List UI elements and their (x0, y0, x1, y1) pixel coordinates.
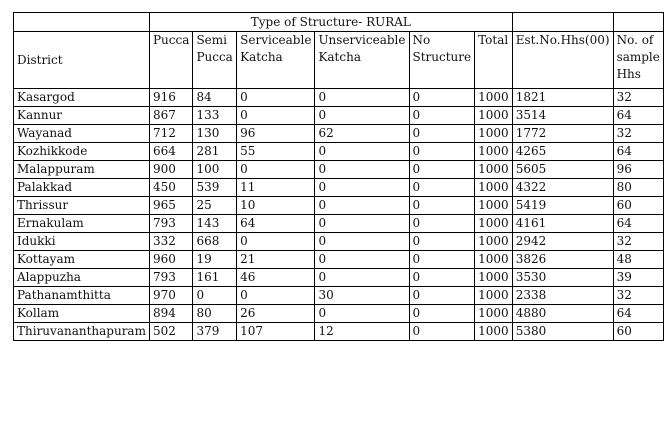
cell-unserviceable-katcha: 0 (315, 179, 409, 197)
cell-semi-pucca: 100 (193, 161, 237, 179)
title-blank-left (14, 13, 150, 32)
cell-total: 1000 (475, 125, 513, 143)
cell-sample-hhs: 80 (613, 179, 663, 197)
structure-table (13, 12, 664, 341)
cell-district: Malappuram (14, 161, 150, 179)
cell-unserviceable-katcha: 0 (315, 233, 409, 251)
table-row (14, 143, 664, 161)
cell-est-hhs: 3530 (512, 269, 613, 287)
cell-district: Wayanad (14, 125, 150, 143)
cell-unserviceable-katcha: 0 (315, 143, 409, 161)
cell-est-hhs: 4161 (512, 215, 613, 233)
cell-pucca: 894 (149, 305, 192, 323)
cell-semi-pucca: 80 (193, 305, 237, 323)
table-row (14, 287, 664, 305)
cell-district: Pathanamthitta (14, 287, 150, 305)
cell-semi-pucca: 133 (193, 107, 237, 125)
cell-total: 1000 (475, 305, 513, 323)
cell-semi-pucca: 379 (193, 323, 237, 341)
cell-pucca: 332 (149, 233, 192, 251)
cell-pucca: 450 (149, 179, 192, 197)
cell-pucca: 965 (149, 197, 192, 215)
cell-unserviceable-katcha: 0 (315, 269, 409, 287)
cell-est-hhs: 4322 (512, 179, 613, 197)
cell-no-structure: 0 (409, 251, 475, 269)
cell-pucca: 664 (149, 143, 192, 161)
cell-serviceable-katcha: 46 (237, 269, 315, 287)
cell-no-structure: 0 (409, 305, 475, 323)
cell-sample-hhs: 96 (613, 161, 663, 179)
cell-sample-hhs: 32 (613, 89, 663, 107)
table-row (14, 233, 664, 251)
cell-semi-pucca: 19 (193, 251, 237, 269)
cell-total: 1000 (475, 233, 513, 251)
cell-serviceable-katcha: 0 (237, 287, 315, 305)
cell-sample-hhs: 60 (613, 197, 663, 215)
header-est-hhs: Est.No.Hhs(00) (512, 32, 613, 89)
cell-serviceable-katcha: 0 (237, 89, 315, 107)
header-row (14, 32, 664, 89)
cell-pucca: 793 (149, 269, 192, 287)
cell-no-structure: 0 (409, 269, 475, 287)
cell-est-hhs: 1772 (512, 125, 613, 143)
cell-sample-hhs: 48 (613, 251, 663, 269)
cell-district: Idukki (14, 233, 150, 251)
cell-semi-pucca: 0 (193, 287, 237, 305)
cell-serviceable-katcha: 107 (237, 323, 315, 341)
cell-district: Thrissur (14, 197, 150, 215)
cell-unserviceable-katcha: 30 (315, 287, 409, 305)
table-row (14, 161, 664, 179)
cell-district: Kasargod (14, 89, 150, 107)
cell-pucca: 712 (149, 125, 192, 143)
cell-sample-hhs: 32 (613, 233, 663, 251)
table-title: Type of Structure- RURAL (149, 13, 512, 32)
cell-district: Ernakulam (14, 215, 150, 233)
table-row (14, 89, 664, 107)
cell-semi-pucca: 539 (193, 179, 237, 197)
cell-serviceable-katcha: 0 (237, 107, 315, 125)
cell-sample-hhs: 64 (613, 107, 663, 125)
cell-semi-pucca: 668 (193, 233, 237, 251)
cell-total: 1000 (475, 215, 513, 233)
table-row (14, 179, 664, 197)
cell-est-hhs: 2338 (512, 287, 613, 305)
cell-district: Alappuzha (14, 269, 150, 287)
cell-sample-hhs: 60 (613, 323, 663, 341)
cell-total: 1000 (475, 269, 513, 287)
cell-total: 1000 (475, 287, 513, 305)
cell-unserviceable-katcha: 0 (315, 197, 409, 215)
table-row (14, 215, 664, 233)
cell-pucca: 970 (149, 287, 192, 305)
cell-est-hhs: 3514 (512, 107, 613, 125)
cell-total: 1000 (475, 323, 513, 341)
cell-no-structure: 0 (409, 179, 475, 197)
cell-serviceable-katcha: 21 (237, 251, 315, 269)
cell-unserviceable-katcha: 0 (315, 107, 409, 125)
cell-est-hhs: 5380 (512, 323, 613, 341)
cell-sample-hhs: 64 (613, 305, 663, 323)
table-container (13, 12, 664, 341)
cell-sample-hhs: 39 (613, 269, 663, 287)
cell-total: 1000 (475, 197, 513, 215)
cell-no-structure: 0 (409, 287, 475, 305)
cell-sample-hhs: 64 (613, 215, 663, 233)
title-blank-sample (613, 13, 663, 32)
cell-total: 1000 (475, 179, 513, 197)
header-unserviceable-katcha: Unserviceable Katcha (315, 32, 409, 89)
cell-district: Thiruvananthapuram (14, 323, 150, 341)
table-row (14, 323, 664, 341)
cell-est-hhs: 5605 (512, 161, 613, 179)
cell-no-structure: 0 (409, 197, 475, 215)
cell-no-structure: 0 (409, 125, 475, 143)
table-row (14, 197, 664, 215)
cell-serviceable-katcha: 55 (237, 143, 315, 161)
cell-pucca: 502 (149, 323, 192, 341)
cell-unserviceable-katcha: 0 (315, 215, 409, 233)
cell-pucca: 900 (149, 161, 192, 179)
header-total: Total (475, 32, 513, 89)
cell-total: 1000 (475, 161, 513, 179)
cell-semi-pucca: 130 (193, 125, 237, 143)
table-row (14, 305, 664, 323)
cell-est-hhs: 2942 (512, 233, 613, 251)
cell-serviceable-katcha: 0 (237, 233, 315, 251)
cell-pucca: 960 (149, 251, 192, 269)
cell-est-hhs: 4265 (512, 143, 613, 161)
cell-est-hhs: 4880 (512, 305, 613, 323)
cell-unserviceable-katcha: 0 (315, 161, 409, 179)
cell-unserviceable-katcha: 62 (315, 125, 409, 143)
cell-est-hhs: 1821 (512, 89, 613, 107)
table-row (14, 125, 664, 143)
cell-sample-hhs: 64 (613, 143, 663, 161)
cell-no-structure: 0 (409, 89, 475, 107)
cell-total: 1000 (475, 89, 513, 107)
cell-serviceable-katcha: 10 (237, 197, 315, 215)
header-pucca: Pucca (149, 32, 192, 89)
cell-semi-pucca: 25 (193, 197, 237, 215)
cell-district: Kozhikkode (14, 143, 150, 161)
cell-no-structure: 0 (409, 323, 475, 341)
header-semi-pucca: Semi Pucca (193, 32, 237, 89)
cell-no-structure: 0 (409, 107, 475, 125)
cell-total: 1000 (475, 251, 513, 269)
header-serviceable-katcha: Serviceable Katcha (237, 32, 315, 89)
table-row (14, 107, 664, 125)
cell-total: 1000 (475, 143, 513, 161)
cell-serviceable-katcha: 64 (237, 215, 315, 233)
cell-district: Kannur (14, 107, 150, 125)
cell-district: Kollam (14, 305, 150, 323)
cell-unserviceable-katcha: 0 (315, 251, 409, 269)
table-row (14, 269, 664, 287)
cell-serviceable-katcha: 26 (237, 305, 315, 323)
cell-pucca: 793 (149, 215, 192, 233)
header-sample-hhs: No. of sample Hhs (613, 32, 663, 89)
table-row (14, 251, 664, 269)
cell-sample-hhs: 32 (613, 125, 663, 143)
cell-district: Palakkad (14, 179, 150, 197)
cell-semi-pucca: 281 (193, 143, 237, 161)
cell-unserviceable-katcha: 0 (315, 305, 409, 323)
cell-serviceable-katcha: 96 (237, 125, 315, 143)
title-blank-est (512, 13, 613, 32)
cell-pucca: 916 (149, 89, 192, 107)
cell-unserviceable-katcha: 12 (315, 323, 409, 341)
cell-sample-hhs: 32 (613, 287, 663, 305)
cell-est-hhs: 5419 (512, 197, 613, 215)
cell-serviceable-katcha: 11 (237, 179, 315, 197)
header-no-structure: No Structure (409, 32, 475, 89)
cell-no-structure: 0 (409, 143, 475, 161)
header-district: District (14, 32, 150, 89)
cell-no-structure: 0 (409, 233, 475, 251)
cell-unserviceable-katcha: 0 (315, 89, 409, 107)
cell-est-hhs: 3826 (512, 251, 613, 269)
cell-no-structure: 0 (409, 215, 475, 233)
cell-district: Kottayam (14, 251, 150, 269)
cell-semi-pucca: 84 (193, 89, 237, 107)
cell-semi-pucca: 161 (193, 269, 237, 287)
cell-semi-pucca: 143 (193, 215, 237, 233)
cell-no-structure: 0 (409, 161, 475, 179)
title-row (14, 13, 664, 32)
cell-serviceable-katcha: 0 (237, 161, 315, 179)
cell-total: 1000 (475, 107, 513, 125)
cell-pucca: 867 (149, 107, 192, 125)
